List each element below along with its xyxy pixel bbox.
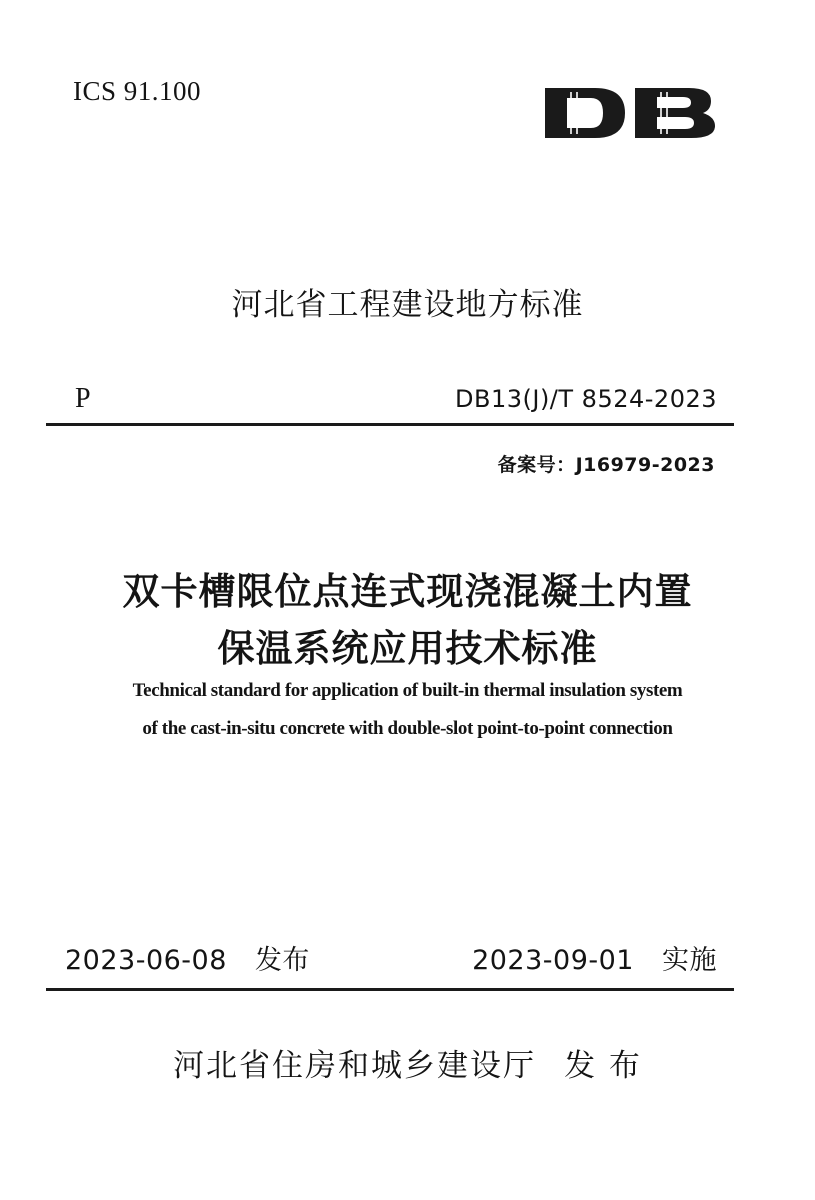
issue-date-block: [65, 938, 310, 977]
issue-date: 2023-06-08: [65, 945, 227, 976]
category-code: P: [75, 383, 91, 414]
title-en-line2: of the cast-in-situ concrete with double-slot point-to-point connection: [142, 718, 673, 739]
issuer-name: 河北省住房和城乡建设厅: [173, 1048, 537, 1084]
effective-date: 2023-09-01: [472, 945, 634, 976]
title-cn-line1: 双卡槽限位点连式现浇混凝土内置: [122, 569, 693, 613]
issuer-action: 发 布: [564, 1048, 642, 1084]
effective-date-block: [472, 938, 717, 977]
issue-label: 发布: [254, 945, 310, 976]
effective-label: 实施: [662, 945, 717, 976]
ics-code: ICS 91.100: [73, 76, 202, 106]
bottom-divider: [46, 988, 734, 991]
issuer-block: [0, 1040, 815, 1085]
standard-number: DB13(J)/T 8524-2023: [455, 385, 717, 413]
record-number: 备案号：J16979-2023: [497, 454, 715, 476]
title-cn-line2: 保温系统应用技术标准: [217, 626, 598, 670]
db-logo: [543, 82, 717, 144]
authority-title: 河北省工程建设地方标准: [231, 287, 584, 323]
title-en-line1: Technical standard for application of built-in thermal insulation system: [132, 680, 683, 701]
top-divider: [46, 423, 734, 426]
